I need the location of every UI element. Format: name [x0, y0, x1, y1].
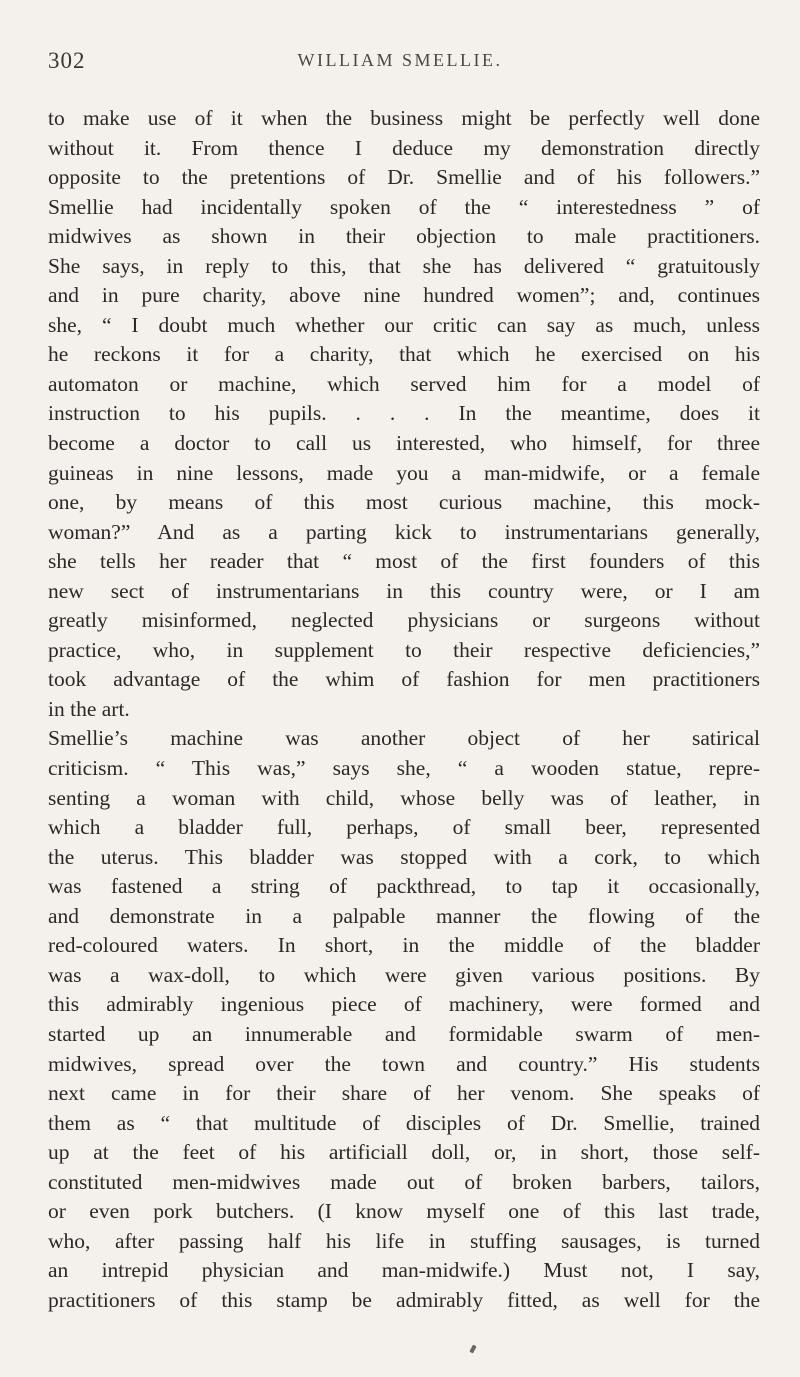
- text-line: practitioners of this stamp be admirably fitted, as well for the: [48, 1287, 760, 1312]
- text-line: criticism. “ This was,” says she, “ a wooden statue, repre-: [48, 756, 760, 781]
- text-line: next came in for their share of her venom. She speaks of: [48, 1081, 760, 1106]
- text-line: he reckons it for a charity, that which he exercised on his: [48, 342, 760, 367]
- text-line: was fastened a string of packthread, to tap it occasionally,: [48, 874, 760, 899]
- text-line: she, “ I doubt much whether our critic can say as much, unless: [48, 312, 760, 337]
- text-line: midwives, spread over the town and country.” His students: [48, 1051, 760, 1076]
- text-line: and in pure charity, above nine hundred women”; and, continues: [48, 283, 760, 308]
- text-line: She says, in reply to this, that she has delivered “ gratuitously: [48, 253, 760, 278]
- text-line: greatly misinformed, neglected physicians or surgeons without: [48, 608, 760, 633]
- text-line: senting a woman with child, whose belly was of leather, in: [48, 785, 760, 810]
- text-line: one, by means of this most curious machine, this mock-: [48, 490, 760, 515]
- running-header: [48, 48, 752, 88]
- text-line: constituted men-midwives made out of broken barbers, tailors,: [48, 1169, 760, 1194]
- text-line: which a bladder full, perhaps, of small beer, represented: [48, 815, 760, 840]
- text-line: an intrepid physician and man-midwife.) Must not, I say,: [48, 1258, 760, 1283]
- text-line: and demonstrate in a palpable manner the flowing of the: [48, 903, 760, 928]
- text-line: Smellie’s machine was another object of her satirical: [48, 726, 760, 751]
- text-line: guineas in nine lessons, made you a man-midwife, or a female: [48, 460, 760, 485]
- text-line: instruction to his pupils. . . . In the meantime, does it: [48, 401, 760, 426]
- text-line: without it. From thence I deduce my demonstration directly: [48, 135, 760, 160]
- body-text: [48, 104, 760, 1315]
- text-line: she tells her reader that “ most of the first founders of this: [48, 549, 760, 574]
- text-line: become a doctor to call us interested, who himself, for three: [48, 431, 760, 456]
- text-line: who, after passing half his life in stuffing sausages, is turned: [48, 1228, 760, 1253]
- text-line: woman?” And as a parting kick to instrumentarians generally,: [48, 519, 760, 544]
- text-line: took advantage of the whim of fashion for men practitioners: [48, 667, 760, 692]
- text-line: was a wax-doll, to which were given various positions. By: [48, 962, 760, 987]
- text-line: opposite to the pretentions of Dr. Smellie and of his followers.”: [48, 165, 760, 190]
- text-line: automaton or machine, which served him for a model of: [48, 371, 760, 396]
- text-line: up at the feet of his artificiall doll, or, in short, those self-: [48, 1140, 760, 1165]
- text-line: or even pork butchers. (I know myself one of this last trade,: [48, 1199, 760, 1224]
- text-line: Smellie had incidentally spoken of the “ interestedness ” of: [48, 194, 760, 219]
- text-line: practice, who, in supplement to their respective deficiencies,”: [48, 637, 760, 662]
- text-line: midwives as shown in their objection to male practitioners.: [48, 224, 760, 249]
- page-number: 302: [48, 48, 86, 73]
- text-line: red-coloured waters. In short, in the middle of the bladder: [48, 933, 760, 958]
- running-title: WILLIAM SMELLIE.: [297, 50, 503, 70]
- text-line: new sect of instrumentarians in this country were, or I am: [48, 578, 760, 603]
- text-line: in the art.: [48, 696, 130, 721]
- ink-speck-mark: [469, 1345, 476, 1354]
- text-line: to make use of it when the business might be perfectly well done: [48, 106, 760, 130]
- text-line: started up an innumerable and formidable swarm of men-: [48, 1021, 760, 1046]
- text-line: the uterus. This bladder was stopped with a cork, to which: [48, 844, 760, 869]
- text-line: them as “ that multitude of disciples of Dr. Smellie, trained: [48, 1110, 760, 1135]
- text-line: this admirably ingenious piece of machinery, were formed and: [48, 992, 760, 1017]
